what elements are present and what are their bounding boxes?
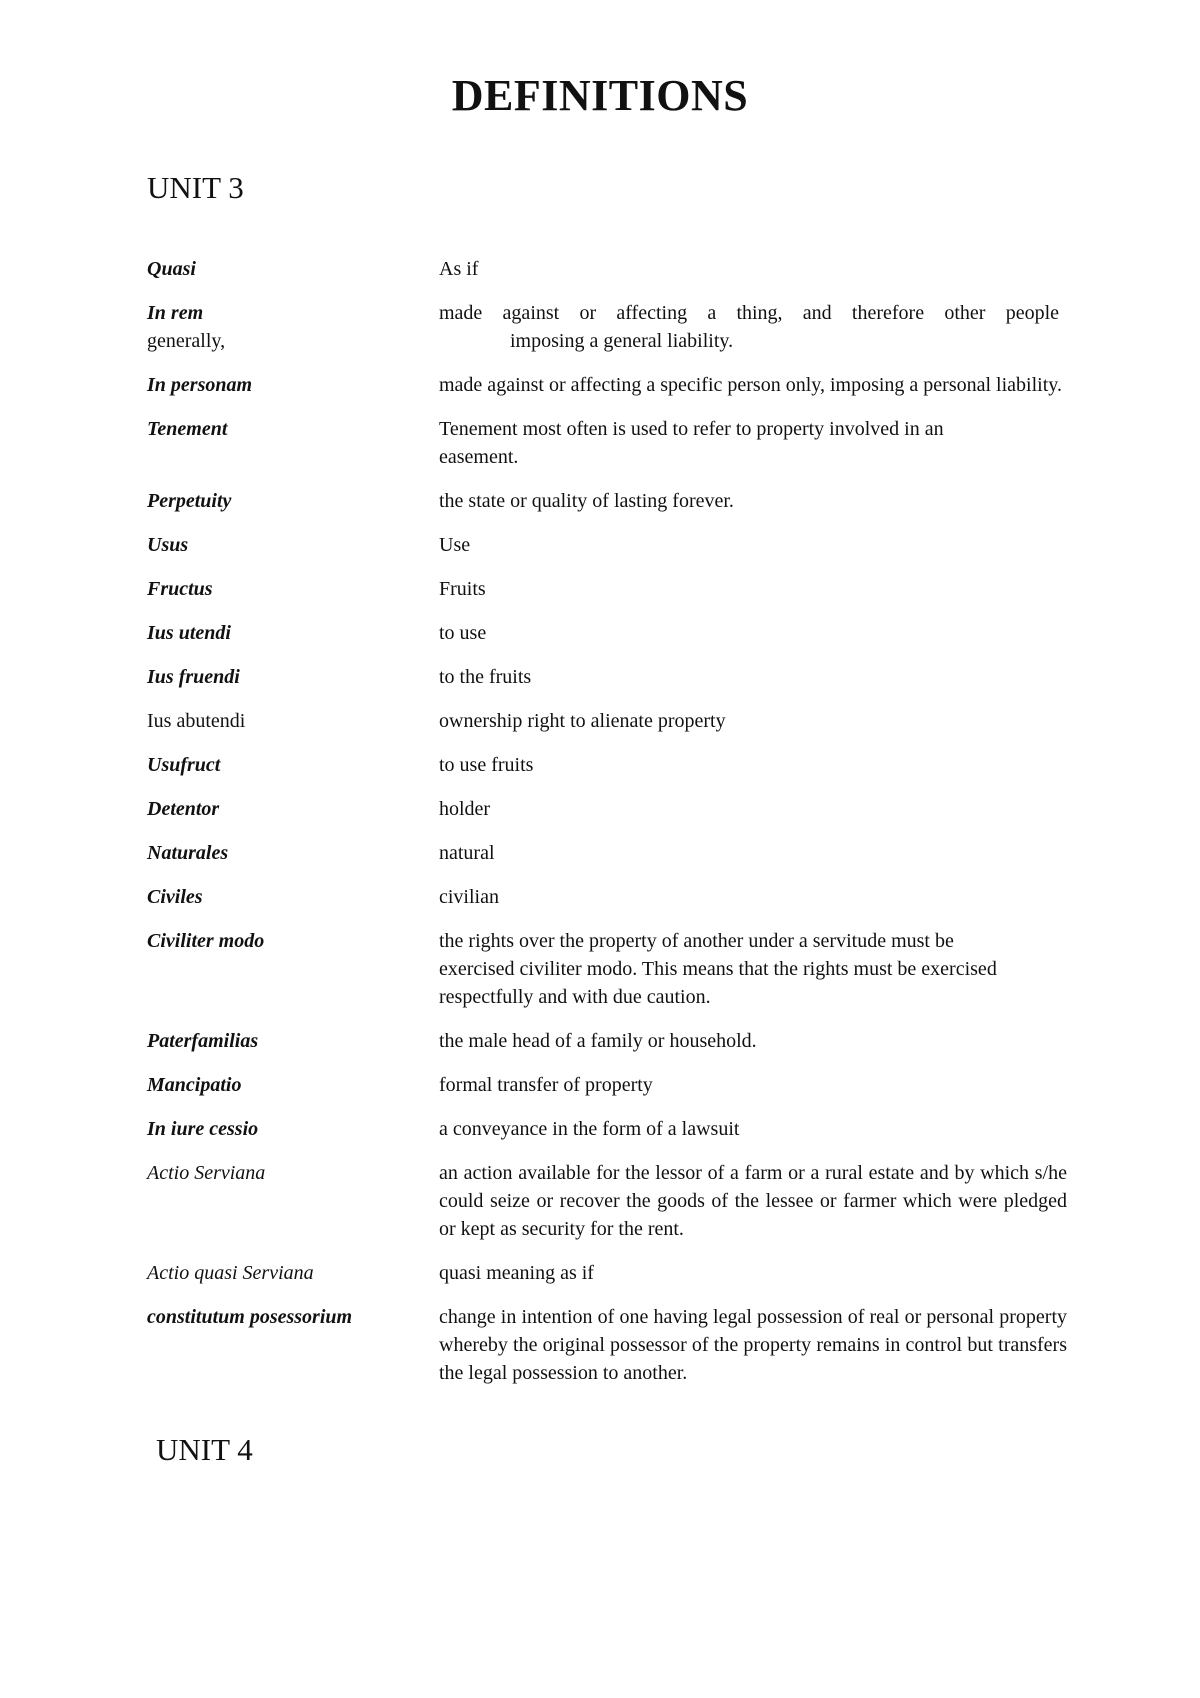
term: Ius utendi [147, 622, 231, 644]
definition: to use fruits [439, 754, 534, 776]
definition: the rights over the property of another under a servitude must be exercised civiliter modo. This means that the rights must be exercised respectfully and with due caution. [439, 930, 997, 1008]
definition-row-in-personam [147, 371, 1067, 399]
definition: As if [439, 258, 479, 280]
term: Paterfamilias [147, 1030, 259, 1052]
definition-row-ius-abutendi [147, 707, 1067, 735]
term: Usus [147, 534, 189, 556]
definition-continuation: imposing a general liability. [510, 330, 734, 352]
definition: Tenement most often is used to refer to property involved in an easement. [439, 418, 944, 468]
definition: an action available for the lessor of a farm or a rural estate and by which s/he could seize or recover the goods of the lessee or farmer which were pledged or kept as security for the rent. [439, 1162, 1067, 1240]
definition: holder [439, 798, 491, 820]
term: Ius abutendi [147, 710, 246, 732]
definition: Use [439, 534, 471, 556]
definition-row-naturales [147, 839, 1067, 867]
unit-4-heading: UNIT 4 [156, 1432, 253, 1467]
definitions-list [147, 255, 1067, 1403]
term: Actio quasi Serviana [147, 1262, 314, 1284]
term: Tenement [147, 418, 228, 440]
definition: made against or affecting a specific person only, imposing a personal liability. [439, 374, 1062, 396]
term: Quasi [147, 258, 196, 280]
term: In iure cessio [147, 1118, 259, 1140]
term: In rem [147, 302, 204, 324]
definition-row-tenement [147, 415, 1067, 471]
definition: formal transfer of property [439, 1074, 653, 1096]
definition: Fruits [439, 578, 486, 600]
definition-row-in-rem [147, 299, 1067, 355]
definition-row-actio-serviana [147, 1159, 1067, 1243]
term: In personam [147, 374, 253, 396]
term: Usufruct [147, 754, 221, 776]
term: Civiliter modo [147, 930, 265, 952]
term: Detentor [147, 798, 220, 820]
definition: quasi meaning as if [439, 1262, 594, 1284]
definition: ownership right to alienate property [439, 710, 726, 732]
definition-row-actio-quasi-serviana [147, 1259, 1067, 1287]
term: Mancipatio [147, 1074, 242, 1096]
definition-row-usus [147, 531, 1067, 559]
definition: civilian [439, 886, 499, 908]
definition-row-quasi [147, 255, 1067, 283]
definition-row-civiles [147, 883, 1067, 911]
definition: to use [439, 622, 487, 644]
definition-row-ius-fruendi [147, 663, 1067, 691]
definition-row-paterfamilias [147, 1027, 1067, 1055]
definition: change in intention of one having legal possession of real or personal property whereby the original possessor of the property remains in control but transfers the legal possession to another. [439, 1306, 1067, 1384]
definition-row-detentor [147, 795, 1067, 823]
page-title: DEFINITIONS [451, 71, 749, 120]
definition: made against or affecting a thing, and therefore other people [439, 302, 1059, 324]
term: Fructus [147, 578, 213, 600]
definition-row-mancipatio [147, 1071, 1067, 1099]
definition-row-perpetuity [147, 487, 1067, 515]
definition-row-usufruct [147, 751, 1067, 779]
definition: to the fruits [439, 666, 532, 688]
definition-row-ius-utendi [147, 619, 1067, 647]
definition-row-fructus [147, 575, 1067, 603]
definition: natural [439, 842, 495, 864]
definition-continuation: generally, [147, 330, 226, 352]
definition-row-civiliter-modo [147, 927, 1067, 1011]
term: Perpetuity [147, 490, 232, 512]
term: Civiles [147, 886, 203, 908]
definition-row-constitutum-posessorium [147, 1303, 1067, 1387]
term: Naturales [147, 842, 229, 864]
definition: a conveyance in the form of a lawsuit [439, 1118, 740, 1140]
definition: the male head of a family or household. [439, 1030, 757, 1052]
term: Actio Serviana [147, 1162, 266, 1184]
unit-3-heading: UNIT 3 [147, 170, 244, 205]
definition: the state or quality of lasting forever. [439, 490, 734, 512]
term: constitutum posessorium [147, 1306, 353, 1328]
definition-row-in-iure-cessio [147, 1115, 1067, 1143]
term: Ius fruendi [147, 666, 240, 688]
